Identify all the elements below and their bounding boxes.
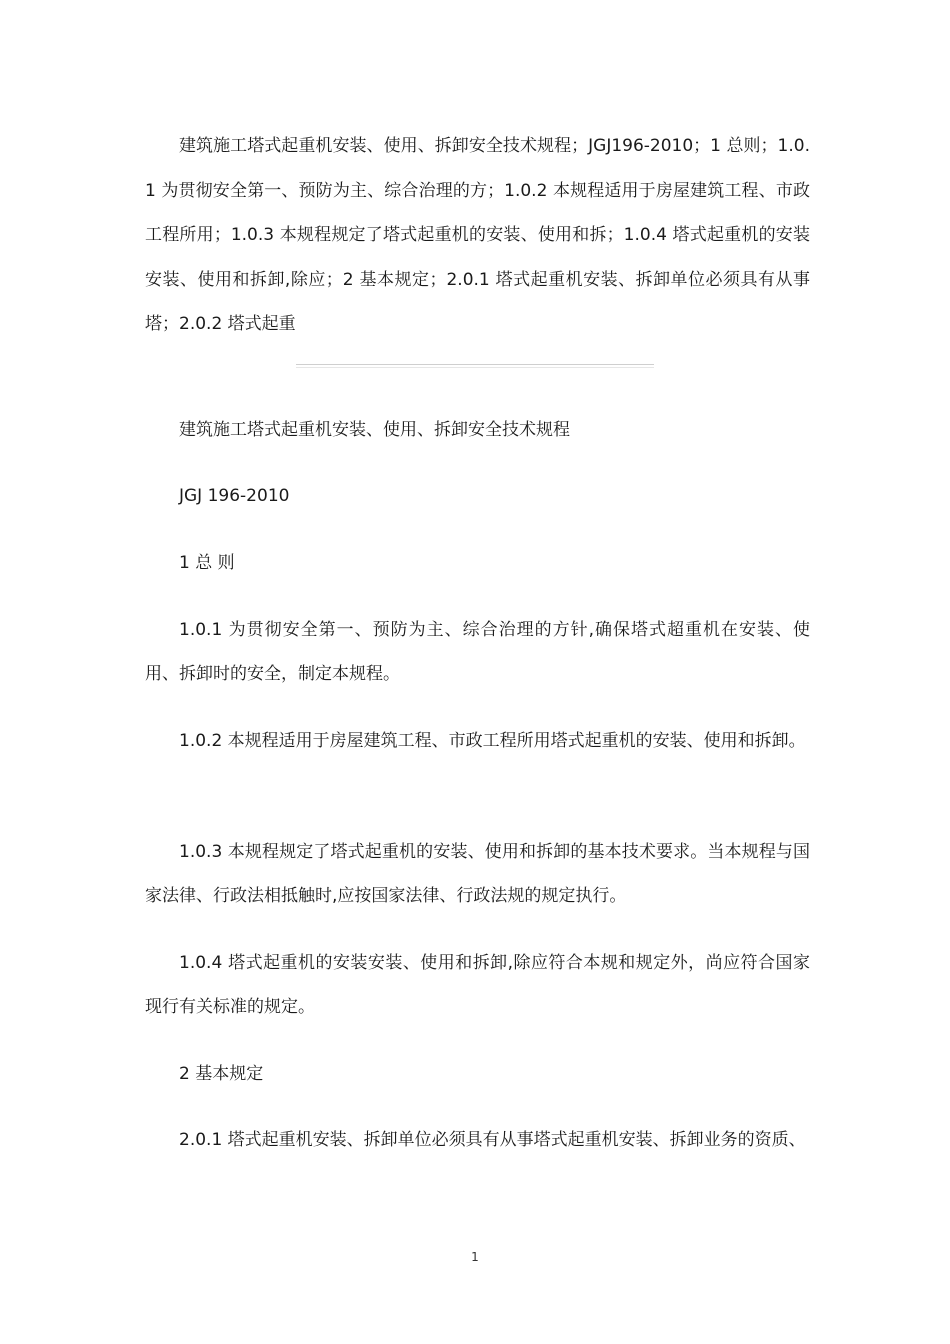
clause-1-0-1: 1.0.1 为贯彻安全第一、预防为主、综合治理的方针,确保塔式超重机在安装、使用、拆卸时的安全，制定本规程。 <box>145 620 810 684</box>
chapter-1-heading: 1 总 则 <box>179 553 235 573</box>
clause-2-0-1: 2.0.1 塔式起重机安装、拆卸单位必须具有从事塔式起重机安装、拆卸业务的资质、 <box>179 1130 806 1150</box>
standard-code: JGJ 196-2010 <box>179 486 290 506</box>
clause-1-0-2: 1.0.2 本规程适用于房屋建筑工程、市政工程所用塔式起重机的安装、使用和拆卸。 <box>179 731 806 751</box>
section-divider <box>296 364 654 368</box>
clause-1-0-4: 1.0.4 塔式起重机的安装安装、使用和拆卸,除应符合本规和规定外，尚应符合国家现行有关标准的规定。 <box>145 953 810 1017</box>
clause-1-0-3: 1.0.3 本规程规定了塔式起重机的安装、使用和拆卸的基本技术要求。当本规程与国家法律、行政法相抵触时,应按国家法律、行政法规的规定执行。 <box>145 842 810 906</box>
document-title: 建筑施工塔式起重机安装、使用、拆卸安全技术规程 <box>179 420 570 440</box>
page-number: 1 <box>471 1250 479 1264</box>
abstract-paragraph: 建筑施工塔式起重机安装、使用、拆卸安全技术规程；JGJ196-2010；1 总则；1.0.1 为贯彻安全第一、预防为主、综合治理的方；1.0.2 本规程适用于房屋建筑工程、市政工程所用；1.0.3 本规程规定了塔式起重机的安装、使用和拆；1.0.4 塔式起重机的安装安装、使用和拆卸,除应；2 基本规定；2.0.1 塔式起重机安装、拆卸单位必须具有从事塔；2.0.2 塔式起重 <box>145 136 810 334</box>
chapter-2-heading: 2 基本规定 <box>179 1064 264 1084</box>
